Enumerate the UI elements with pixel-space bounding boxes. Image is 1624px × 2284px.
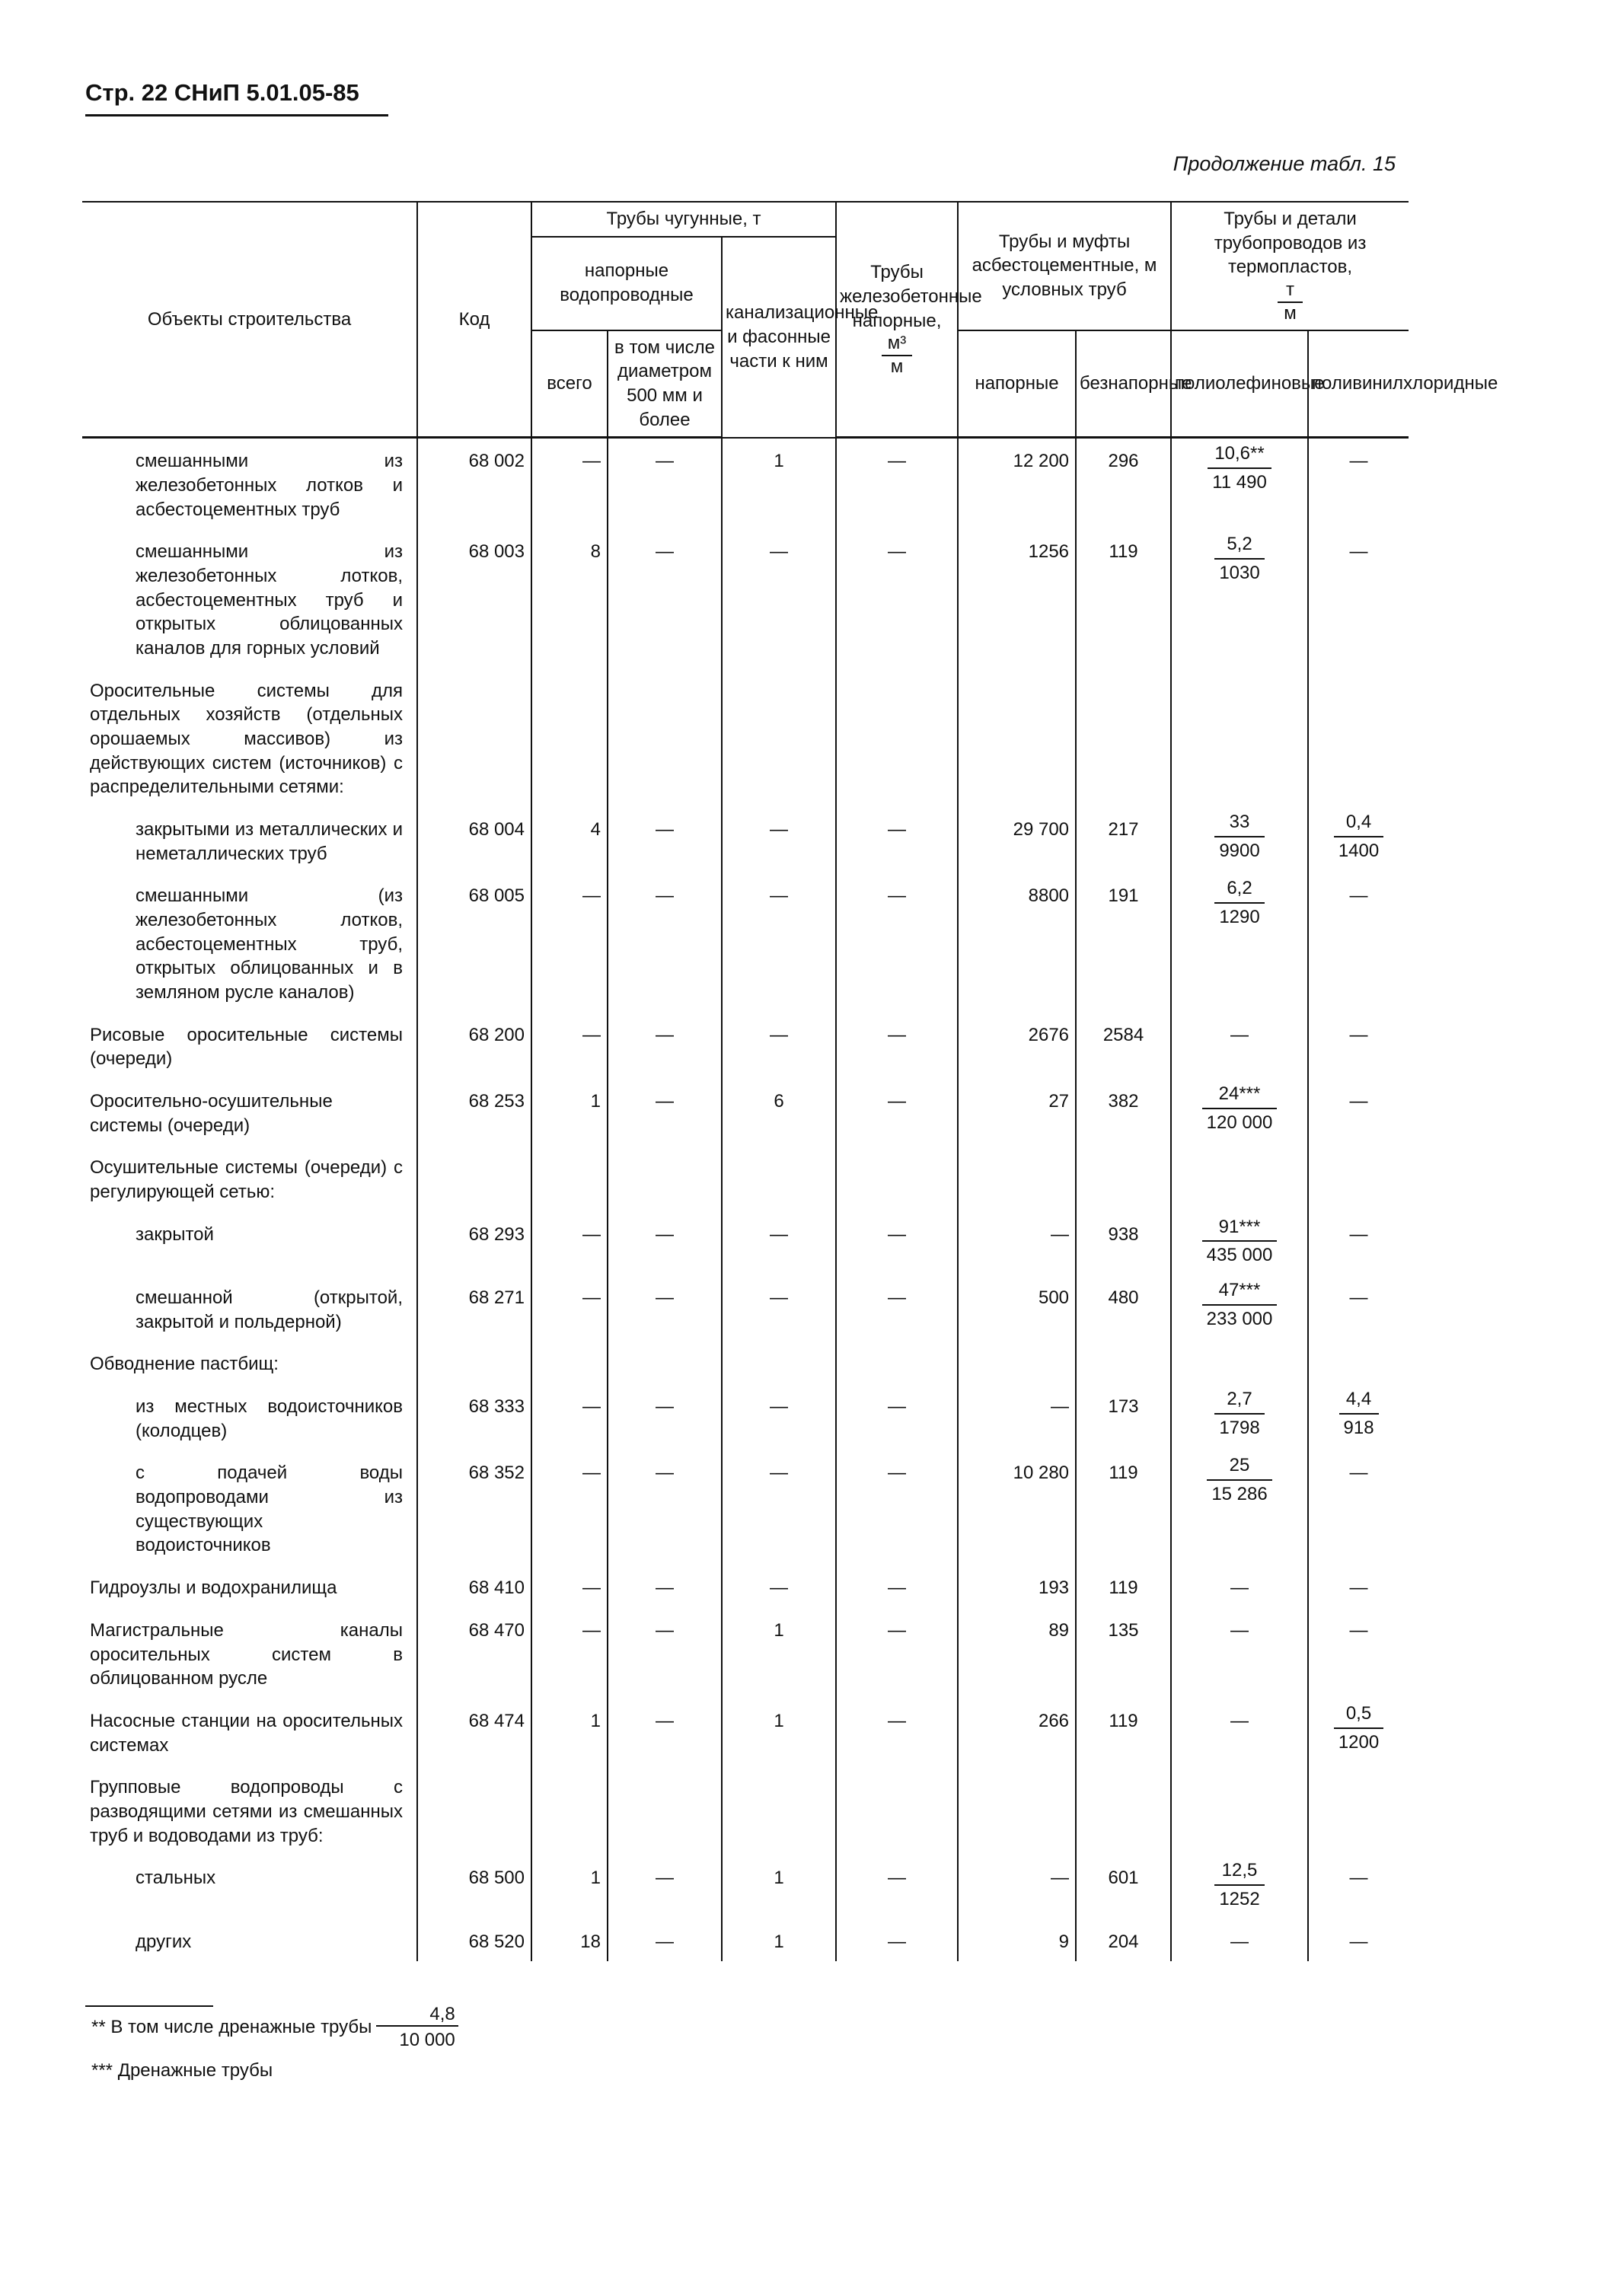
table-row (82, 1765, 1409, 1855)
cell-d500: — (608, 1384, 722, 1450)
cell-rc: — (836, 1565, 958, 1608)
cell-pvc: — (1308, 529, 1409, 668)
cell-object: Магистральные каналы оросительных систем в облицованном русле (90, 1619, 403, 1689)
table-row (82, 1699, 1409, 1765)
cell-rc: — (836, 1275, 958, 1341)
cell-object: Рисовые оросительные системы (очереди) (90, 1024, 403, 1070)
cell-object: Групповые водопроводы с разводящими сетями из смешанных труб и водоводами из труб: (90, 1777, 403, 1846)
table-row (82, 1013, 1409, 1079)
cell-empty (1171, 1145, 1308, 1211)
cell-empty (417, 1145, 531, 1211)
cell-object: из местных водоисточников (колодцев) (136, 1396, 403, 1441)
cell-empty (608, 1145, 722, 1211)
cell-d500: — (608, 1013, 722, 1079)
cell-total: — (531, 1013, 608, 1079)
cell-empty (531, 668, 608, 807)
cell-ac-pressure: 193 (958, 1565, 1076, 1608)
cell-ac-nonpressure: 217 (1076, 807, 1171, 873)
cell-sewer: — (722, 1212, 836, 1275)
cell-ac-nonpressure: 204 (1076, 1919, 1171, 1962)
cell-total: — (531, 873, 608, 1012)
table-row (82, 529, 1409, 668)
cell-total: — (531, 1608, 608, 1699)
cell-d500: — (608, 807, 722, 873)
cell-polyolefin-fraction: $\frac{12,5}{1252}$ (1214, 1858, 1264, 1911)
cell-code: 68 293 (417, 1212, 531, 1275)
cell-d500: — (608, 1079, 722, 1145)
cell-ac-pressure: — (958, 1212, 1076, 1275)
cell-object: смешанными из железобетонных лотков, асбестоцементных труб и открытых облицованных каналов для горных условий (136, 541, 403, 659)
cell-pvc: — (1308, 1079, 1409, 1145)
cell-polyolefin (1171, 1855, 1308, 1919)
cell-object: стальных (136, 1868, 216, 1889)
cell-empty (958, 1341, 1076, 1384)
cell-empty (531, 1341, 608, 1384)
header-rc-unit: $\frac{\text{м³}}{м}$ (882, 333, 913, 378)
cell-polyolefin-fraction: $\frac{2,7}{1798}$ (1214, 1387, 1264, 1440)
header-total: всего (531, 330, 608, 438)
cell-empty (1308, 1145, 1409, 1211)
cell-sewer: — (722, 1384, 836, 1450)
cell-empty (1308, 668, 1409, 807)
cell-polyolefin: — (1171, 1608, 1308, 1699)
header-cast-iron: Трубы чугунные, т (531, 202, 836, 237)
header-sewer: канализационные и фасонные части к ним (722, 237, 836, 438)
header-thermo-label: Трубы и детали трубопроводов из термопластов, (1214, 209, 1367, 278)
cell-d500: — (608, 1565, 722, 1608)
cell-d500: — (608, 1699, 722, 1765)
cell-ac-pressure: 500 (958, 1275, 1076, 1341)
table-row (82, 807, 1409, 873)
cell-polyolefin (1171, 438, 1308, 530)
cell-total: 8 (531, 529, 608, 668)
cell-code: 68 200 (417, 1013, 531, 1079)
cell-polyolefin-fraction: $\frac{6,2}{1290}$ (1214, 876, 1264, 929)
cell-ac-nonpressure: 119 (1076, 1565, 1171, 1608)
cell-total: — (531, 438, 608, 530)
cell-sewer: 1 (722, 438, 836, 530)
cell-empty (531, 1765, 608, 1855)
cell-ac-pressure: 29 700 (958, 807, 1076, 873)
cell-d500: — (608, 1212, 722, 1275)
cell-code: 68 002 (417, 438, 531, 530)
cell-total: — (531, 1212, 608, 1275)
table-row (82, 1275, 1409, 1341)
cell-polyolefin (1171, 1384, 1308, 1450)
cell-ac-nonpressure: 135 (1076, 1608, 1171, 1699)
footnote-drainage (91, 2004, 458, 2051)
cell-polyolefin-fraction: $\frac{25}{15 286}$ (1207, 1453, 1271, 1506)
cell-rc: — (836, 1212, 958, 1275)
cell-d500: — (608, 529, 722, 668)
cell-pvc (1308, 807, 1409, 873)
cell-pvc: — (1308, 1275, 1409, 1341)
cell-d500: — (608, 1855, 722, 1919)
cell-object: Обводнение пастбищ: (90, 1354, 279, 1375)
cell-pvc: — (1308, 1450, 1409, 1565)
cell-empty (722, 1765, 836, 1855)
cell-object: Оросительно-осушительные системы (очереди) (90, 1091, 333, 1136)
page-header: Стр. 22 СНиП 5.01.05-85 (85, 79, 359, 106)
cell-d500: — (608, 1275, 722, 1341)
cell-d500: — (608, 873, 722, 1012)
footnote-1-fraction: $\frac{4,8}{10 000}$ (376, 2004, 458, 2051)
cell-ac-nonpressure: 173 (1076, 1384, 1171, 1450)
header-ac-pressure: напорные (958, 330, 1076, 438)
cell-sewer: 6 (722, 1079, 836, 1145)
cell-ac-pressure: 1256 (958, 529, 1076, 668)
cell-pvc: — (1308, 1013, 1409, 1079)
table-continuation-label: Продолжение табл. 15 (1173, 152, 1396, 175)
cell-ac-nonpressure: 382 (1076, 1079, 1171, 1145)
table-body (82, 438, 1409, 1961)
table-row (82, 1608, 1409, 1699)
cell-object: с подачей воды водопроводами из существующих водоисточников (136, 1463, 403, 1556)
cell-empty (417, 1765, 531, 1855)
cell-sewer: — (722, 1275, 836, 1341)
cell-code: 68 004 (417, 807, 531, 873)
cell-total: 1 (531, 1855, 608, 1919)
cell-total: — (531, 1384, 608, 1450)
table-row (82, 1079, 1409, 1145)
cell-ac-pressure: 8800 (958, 873, 1076, 1012)
cell-ac-nonpressure: 119 (1076, 1450, 1171, 1565)
cell-object: Оросительные системы для отдельных хозяйств (отдельных орошаемых массивов) из действующих систем (источников) с распределительными сетями: (90, 680, 403, 798)
cell-total: — (531, 1450, 608, 1565)
table-row (82, 1384, 1409, 1450)
cell-code: 68 352 (417, 1450, 531, 1565)
cell-empty (531, 1145, 608, 1211)
header-thermoplastic (1171, 202, 1409, 330)
cell-code: 68 003 (417, 529, 531, 668)
cell-polyolefin (1171, 1079, 1308, 1145)
cell-code: 68 470 (417, 1608, 531, 1699)
cell-sewer: 1 (722, 1699, 836, 1765)
cell-polyolefin-fraction: $\frac{10,6**}{11 490}$ (1208, 442, 1271, 494)
cell-empty (958, 1765, 1076, 1855)
cell-empty (1076, 1145, 1171, 1211)
cell-object: Осушительные системы (очереди) с регулирующей сетью: (90, 1157, 403, 1203)
cell-object: смешанными из железобетонных лотков и асбестоцементных труб (136, 451, 403, 520)
cell-rc: — (836, 1450, 958, 1565)
table-row (82, 1565, 1409, 1608)
header-rule (85, 114, 388, 116)
cell-empty (1076, 668, 1171, 807)
cell-d500: — (608, 1608, 722, 1699)
cell-polyolefin (1171, 873, 1308, 1012)
cell-polyolefin: — (1171, 1013, 1308, 1079)
cell-sewer: — (722, 807, 836, 873)
cell-total: 1 (531, 1079, 608, 1145)
cell-empty (1171, 1765, 1308, 1855)
cell-polyolefin-fraction: $\frac{24***}{120 000}$ (1202, 1082, 1278, 1134)
cell-empty (1308, 1341, 1409, 1384)
cell-pvc: — (1308, 1212, 1409, 1275)
cell-pvc: — (1308, 1855, 1409, 1919)
header-polyolefin: полиолефиновые (1171, 330, 1308, 438)
table-row (82, 1855, 1409, 1919)
cell-object: Насосные станции на оросительных системах (90, 1710, 403, 1756)
materials-table (82, 201, 1498, 1961)
cell-ac-pressure: 10 280 (958, 1450, 1076, 1565)
cell-polyolefin: — (1171, 1699, 1308, 1765)
cell-code: 68 271 (417, 1275, 531, 1341)
cell-object: других (136, 1931, 192, 1952)
cell-empty (722, 668, 836, 807)
cell-empty (1171, 668, 1308, 807)
cell-ac-nonpressure: 191 (1076, 873, 1171, 1012)
cell-polyolefin: — (1171, 1919, 1308, 1962)
cell-ac-nonpressure: 119 (1076, 529, 1171, 668)
cell-rc: — (836, 1699, 958, 1765)
cell-pvc: — (1308, 1565, 1409, 1608)
cell-code: 68 005 (417, 873, 531, 1012)
cell-ac-nonpressure: 2584 (1076, 1013, 1171, 1079)
cell-pvc: — (1308, 873, 1409, 1012)
cell-empty (836, 1341, 958, 1384)
cell-rc: — (836, 1919, 958, 1962)
cell-rc: — (836, 1608, 958, 1699)
cell-rc: — (836, 1384, 958, 1450)
table-row (82, 1145, 1409, 1211)
cell-ac-nonpressure: 296 (1076, 438, 1171, 530)
cell-pvc: — (1308, 1608, 1409, 1699)
header-code: Код (417, 202, 531, 438)
cell-empty (417, 1341, 531, 1384)
cell-code: 68 474 (417, 1699, 531, 1765)
cell-rc: — (836, 1855, 958, 1919)
cell-empty (722, 1145, 836, 1211)
cell-code: 68 500 (417, 1855, 531, 1919)
cell-pvc-fraction: $\frac{4,4}{918}$ (1339, 1387, 1379, 1440)
footnote-1-label: ** В том числе дренажные трубы (91, 2017, 372, 2037)
cell-empty (958, 1145, 1076, 1211)
cell-sewer: 1 (722, 1919, 836, 1962)
cell-rc: — (836, 807, 958, 873)
table-row (82, 1212, 1409, 1275)
header-asbestos: Трубы и муфты асбестоцементные, м условных труб (958, 202, 1171, 330)
cell-ac-pressure: 27 (958, 1079, 1076, 1145)
cell-total: — (531, 1565, 608, 1608)
cell-rc: — (836, 1079, 958, 1145)
cell-ac-pressure: 266 (958, 1699, 1076, 1765)
cell-object: смешанными (из железобетонных лотков, асбестоцементных труб, открытых облицованных и в земляном русле каналов) (136, 885, 403, 1003)
cell-ac-pressure: 12 200 (958, 438, 1076, 530)
cell-ac-nonpressure: 480 (1076, 1275, 1171, 1341)
cell-pvc: — (1308, 438, 1409, 530)
cell-empty (1076, 1341, 1171, 1384)
cell-pvc (1308, 1699, 1409, 1765)
cell-object: Гидроузлы и водохранилища (90, 1577, 337, 1599)
cell-ac-nonpressure: 601 (1076, 1855, 1171, 1919)
cell-empty (836, 668, 958, 807)
cell-empty (608, 1341, 722, 1384)
table-row (82, 1450, 1409, 1565)
cell-sewer: 1 (722, 1855, 836, 1919)
cell-polyolefin-fraction: $\frac{91***}{435 000}$ (1202, 1215, 1278, 1268)
header-thermo-unit: $\frac{т}{м}$ (1278, 279, 1303, 325)
cell-d500: — (608, 1919, 722, 1962)
cell-empty (958, 668, 1076, 807)
table-row (82, 1341, 1409, 1384)
cell-total: 1 (531, 1699, 608, 1765)
cell-sewer: — (722, 529, 836, 668)
cell-polyolefin: — (1171, 1565, 1308, 1608)
cell-total: — (531, 1275, 608, 1341)
cell-empty (608, 668, 722, 807)
footnote-drainage-only: *** Дренажные трубы (91, 2060, 273, 2081)
cell-sewer: — (722, 873, 836, 1012)
cell-d500: — (608, 438, 722, 530)
table-row (82, 668, 1409, 807)
cell-object: закрытой (136, 1223, 214, 1245)
cell-object: закрытыми из металлических и неметаллических труб (136, 819, 403, 864)
cell-pvc (1308, 1384, 1409, 1450)
cell-polyolefin (1171, 1275, 1308, 1341)
cell-empty (608, 1765, 722, 1855)
cell-ac-pressure: 9 (958, 1919, 1076, 1962)
cell-rc: — (836, 438, 958, 530)
cell-total: 4 (531, 807, 608, 873)
cell-rc: — (836, 529, 958, 668)
table-header (82, 202, 1498, 438)
cell-ac-pressure: 89 (958, 1608, 1076, 1699)
cell-ac-nonpressure: 938 (1076, 1212, 1171, 1275)
cell-object: смешанной (открытой, закрытой и польдерной) (136, 1287, 403, 1332)
cell-sewer: — (722, 1450, 836, 1565)
cell-ac-pressure: 2676 (958, 1013, 1076, 1079)
cell-sewer: 1 (722, 1608, 836, 1699)
cell-ac-nonpressure: 119 (1076, 1699, 1171, 1765)
cell-code: 68 253 (417, 1079, 531, 1145)
cell-pvc-fraction: $\frac{0,4}{1400}$ (1334, 810, 1383, 863)
cell-polyolefin (1171, 1450, 1308, 1565)
cell-polyolefin-fraction: $\frac{33}{9900}$ (1214, 810, 1264, 863)
table-row (82, 1919, 1409, 1962)
cell-pvc-fraction: $\frac{0,5}{1200}$ (1334, 1702, 1383, 1754)
header-ac-nonpressure: безнапорные (1076, 330, 1171, 438)
header-objects: Объекты строительства (82, 202, 417, 438)
table-row (82, 873, 1409, 1012)
header-rc-label: Трубы железобетонные напорные, (840, 262, 982, 331)
cell-empty (836, 1765, 958, 1855)
cell-empty (1171, 1341, 1308, 1384)
header-incl-500: в том числе диаметром 500 мм и более (608, 330, 722, 438)
cell-polyolefin (1171, 529, 1308, 668)
table-row (82, 438, 1409, 530)
cell-polyolefin-fraction: $\frac{5,2}{1030}$ (1214, 532, 1264, 585)
cell-code: 68 333 (417, 1384, 531, 1450)
cell-polyolefin-fraction: $\frac{47***}{233 000}$ (1202, 1278, 1278, 1331)
cell-polyolefin (1171, 807, 1308, 873)
cell-empty (417, 668, 531, 807)
cell-empty (722, 1341, 836, 1384)
cell-sewer: — (722, 1565, 836, 1608)
cell-code: 68 410 (417, 1565, 531, 1608)
cell-code: 68 520 (417, 1919, 531, 1962)
header-pvc: поливинилхлоридные (1308, 330, 1409, 438)
cell-empty (1308, 1765, 1409, 1855)
cell-ac-pressure: — (958, 1855, 1076, 1919)
cell-rc: — (836, 873, 958, 1012)
cell-pvc: — (1308, 1919, 1409, 1962)
cell-polyolefin (1171, 1212, 1308, 1275)
cell-empty (1076, 1765, 1171, 1855)
cell-ac-pressure: — (958, 1384, 1076, 1450)
cell-empty (836, 1145, 958, 1211)
cell-rc: — (836, 1013, 958, 1079)
cell-total: 18 (531, 1919, 608, 1962)
cell-d500: — (608, 1450, 722, 1565)
cell-sewer: — (722, 1013, 836, 1079)
header-pressure-water: напорные водопроводные (531, 237, 722, 330)
